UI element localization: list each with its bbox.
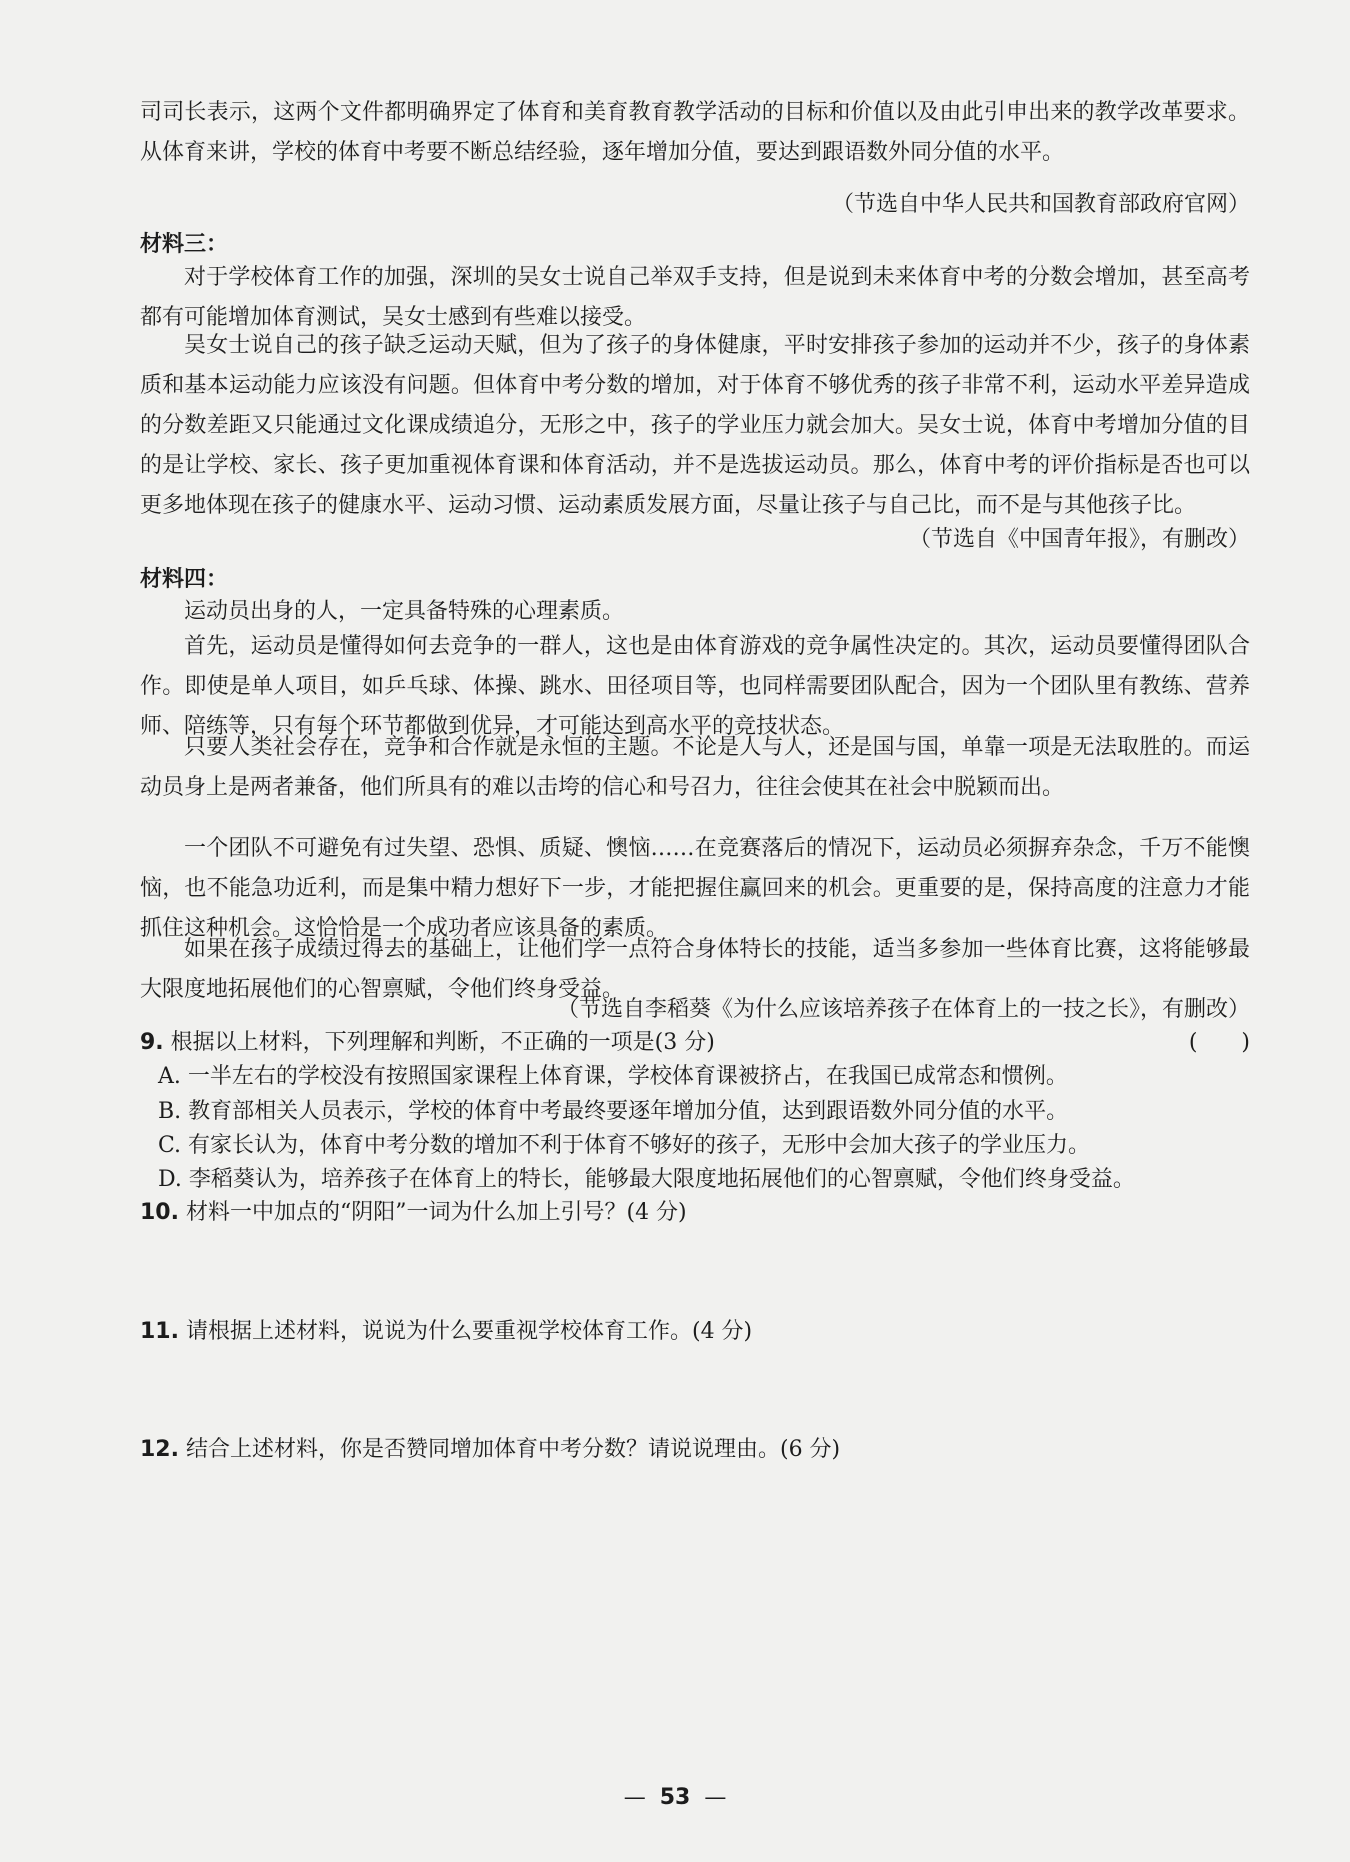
question-9-number: 9. xyxy=(140,1030,164,1055)
material-three-paragraph-1: 对于学校体育工作的加强，深圳的吴女士说自己举双手支持，但是说到未来体育中考的分数会增加，甚至高考都有可能增加体育测试，吴女士感到有些难以接受。 xyxy=(140,265,1250,330)
question-9-text: 根据以上材料，下列理解和判断，不正确的一项是(3 分) xyxy=(170,1030,715,1055)
question-12 xyxy=(140,1430,1250,1470)
question-11 xyxy=(140,1312,1250,1352)
option-c[interactable]: C. 有家长认为，体育中考分数的增加不利于体育不够好的孩子，无形中会加大孩子的学业压力。 xyxy=(158,1133,1091,1158)
answer-blank[interactable]: ( ) xyxy=(1188,1030,1250,1055)
question-11-text: 请根据上述材料，说说为什么要重视学校体育工作。(4 分) xyxy=(185,1319,753,1344)
material-three-source: （节选自《中国青年报》，有删改） xyxy=(908,527,1250,552)
option-a[interactable]: A. 一半左右的学校没有按照国家课程上体育课，学校体育课被挤占，在我国已成常态和惯例。 xyxy=(158,1064,1068,1089)
material-four-paragraph-5: 如果在孩子成绩过得去的基础上，让他们学一点符合身体特长的技能，适当多参加一些体育比赛，这将能够最大限度地拓展他们的心智禀赋，令他们终身受益。 xyxy=(140,937,1250,1002)
page-number-value: 53 xyxy=(659,1785,691,1810)
material-four-paragraph-4: 一个团队不可避免有过失望、恐惧、质疑、懊恼……在竞赛落后的情况下，运动员必须摒弃杂念，千万不能懊恼，也不能急功近利，而是集中精力想好下一步，才能把握住赢回来的机会。更重要的是，保持高度的注意力才能抓住这种机会。这恰恰是一个成功者应该具备的素质。 xyxy=(140,836,1250,941)
page-number xyxy=(0,1778,1350,1818)
intro-paragraph: 司司长表示，这两个文件都明确界定了体育和美育教育教学活动的目标和价值以及由此引申出来的教学改革要求。从体育来讲，学校的体育中考要不断总结经验，逐年增加分值，要达到跟语数外同分值的水平。 xyxy=(140,100,1250,165)
question-12-text: 结合上述材料，你是否赞同增加体育中考分数？请说说理由。(6 分) xyxy=(185,1437,841,1462)
page-number-dash-left: — xyxy=(623,1785,646,1810)
intro-source: （节选自中华人民共和国教育部政府官网） xyxy=(831,192,1250,217)
question-10 xyxy=(140,1193,1250,1233)
page-number-dash-right: — xyxy=(704,1785,727,1810)
option-d[interactable]: D. 李稻葵认为，培养孩子在体育上的特长，能够最大限度地拓展他们的心智禀赋，令他们终身受益。 xyxy=(158,1167,1135,1192)
question-10-text: 材料一中加点的“阴阳”一词为什么加上引号？(4 分) xyxy=(185,1200,687,1225)
material-four-paragraph-1: 运动员出身的人，一定具备特殊的心理素质。 xyxy=(184,599,625,624)
material-three-paragraph-2: 吴女士说自己的孩子缺乏运动天赋，但为了孩子的身体健康，平时安排孩子参加的运动并不少，孩子的身体素质和基本运动能力应该没有问题。但体育中考分数的增加，对于体育不够优秀的孩子非常不利，运动水平差异造成的分数差距又只能通过文化课成绩追分，无形之中，孩子的学业压力就会加大。吴女士说，体育中考增加分值的目的是让学校、家长、孩子更加重视体育课和体育活动，并不是选拔运动员。那么，体育中考的评价指标是否也可以更多地体现在孩子的健康水平、运动习惯、运动素质发展方面，尽量让孩子与自己比，而不是与其他孩子比。 xyxy=(140,333,1250,518)
question-12-number: 12. xyxy=(140,1437,179,1462)
material-four-source: （节选自李稻葵《为什么应该培养孩子在体育上的一技之长》，有删改） xyxy=(556,997,1250,1022)
question-10-number: 10. xyxy=(140,1200,179,1225)
option-b[interactable]: B. 教育部相关人员表示，学校的体育中考最终要逐年增加分值，达到跟语数外同分值的水平。 xyxy=(158,1099,1069,1124)
material-four-paragraph-2: 首先，运动员是懂得如何去竞争的一群人，这也是由体育游戏的竞争属性决定的。其次，运动员要懂得团队合作。即使是单人项目，如乒乓球、体操、跳水、田径项目等，也同样需要团队配合，因为一个团队里有教练、营养师、陪练等，只有每个环节都做到优异，才可能达到高水平的竞技状态。 xyxy=(140,634,1250,739)
question-11-number: 11. xyxy=(140,1319,179,1344)
material-four-paragraph-3: 只要人类社会存在，竞争和合作就是永恒的主题。不论是人与人，还是国与国，单靠一项是无法取胜的。而运动员身上是两者兼备，他们所具有的难以击垮的信心和号召力，往往会使其在社会中脱颖而出。 xyxy=(140,735,1250,800)
material-three-heading: 材料三： xyxy=(140,232,229,257)
material-four-heading: 材料四： xyxy=(140,567,229,592)
